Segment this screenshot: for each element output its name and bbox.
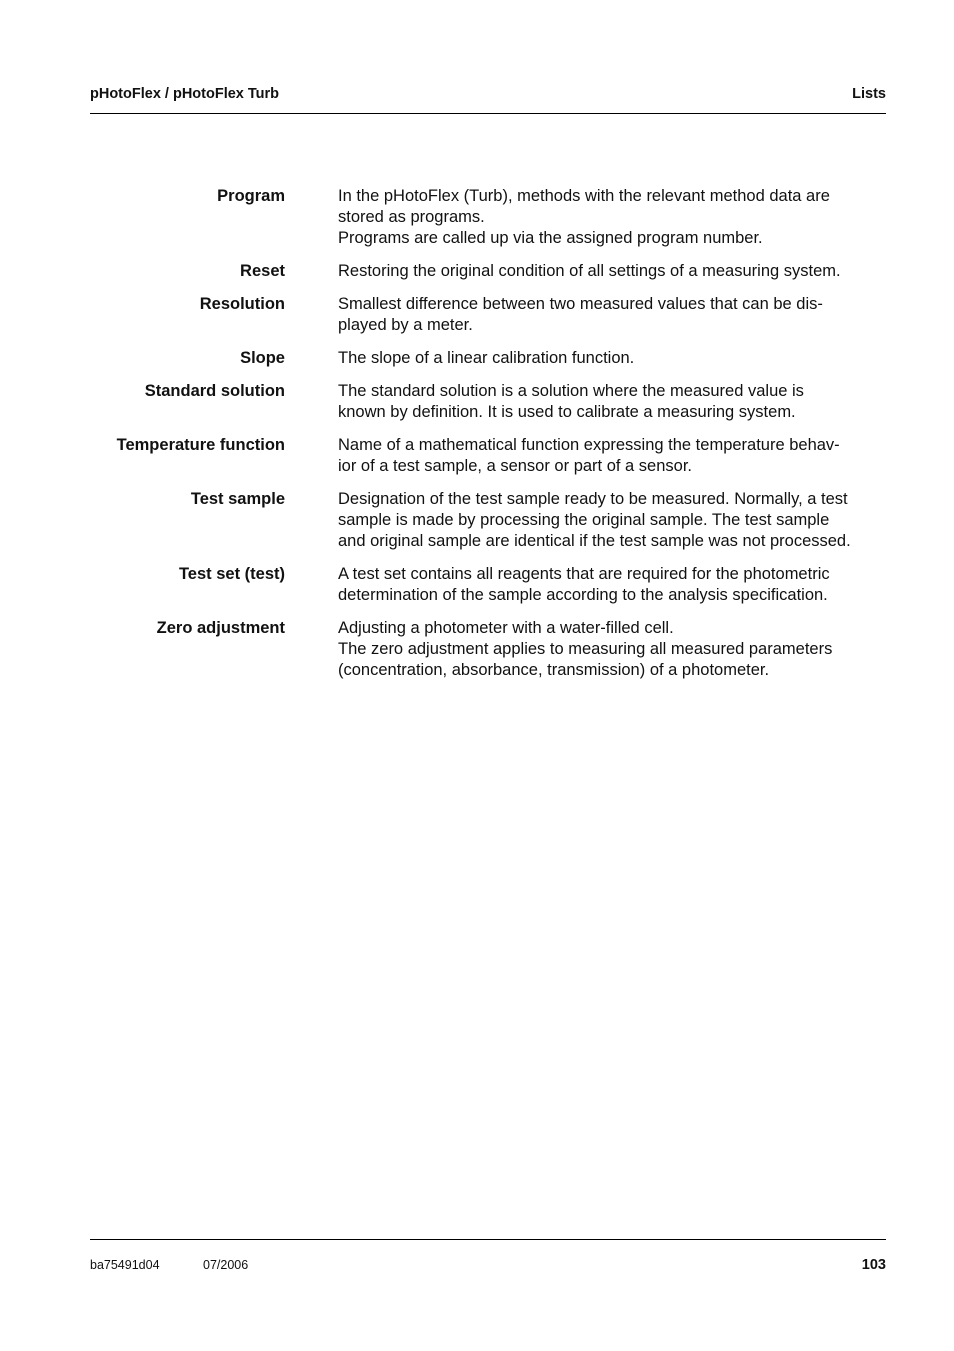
definition-line: Restoring the original condition of all settings of a measuring system.: [338, 262, 841, 280]
glossary-entry: [90, 381, 890, 423]
glossary-term: Temperature function: [116, 436, 285, 454]
glossary-definition: [338, 435, 888, 477]
definition-line: sample is made by processing the original sample. The test sample: [338, 511, 830, 529]
definition-line: and original sample are identical if the test sample was not processed.: [338, 532, 851, 550]
definition-line: ior of a test sample, a sensor or part of a sensor.: [338, 457, 693, 475]
glossary-term: Zero adjustment: [156, 619, 285, 637]
glossary-term: Resolution: [199, 295, 285, 313]
glossary-entry: [90, 564, 890, 606]
glossary-term: Test sample: [190, 490, 285, 508]
glossary-definition: [338, 618, 888, 681]
header-divider: [90, 113, 886, 114]
glossary-list: [90, 186, 890, 693]
glossary-entry: [90, 186, 890, 249]
definition-line: stored as programs.: [338, 208, 485, 226]
definition-line: The slope of a linear calibration function.: [338, 349, 635, 367]
glossary-entry: [90, 489, 890, 552]
glossary-definition: [338, 186, 888, 249]
glossary-definition: [338, 564, 888, 606]
definition-line: Name of a mathematical function expressing the temperature behav-: [338, 436, 840, 454]
glossary-entry: [90, 435, 890, 477]
footer-divider: [90, 1239, 886, 1240]
definition-line: Smallest difference between two measured values that can be dis-: [338, 295, 823, 313]
glossary-entry: [90, 294, 890, 336]
glossary-entry: [90, 618, 890, 681]
glossary-definition: [338, 261, 888, 282]
definition-line: Programs are called up via the assigned program number.: [338, 229, 763, 247]
definition-line: Designation of the test sample ready to be measured. Normally, a test: [338, 490, 848, 508]
glossary-term: Program: [217, 187, 285, 205]
header-title: pHotoFlex / pHotoFlex Turb: [90, 86, 280, 102]
glossary-entry: [90, 348, 890, 369]
glossary-definition: [338, 348, 888, 369]
footer-doc-number: ba75491d04: [90, 1258, 160, 1272]
footer-date: 07/2006: [203, 1258, 249, 1272]
glossary-definition: [338, 294, 888, 336]
definition-line: The zero adjustment applies to measuring all measured parameters: [338, 640, 833, 658]
definition-line: known by definition. It is used to calibrate a measuring system.: [338, 403, 796, 421]
glossary-term: Slope: [240, 349, 285, 367]
page-footer: [90, 1256, 886, 1278]
glossary-term: Reset: [240, 262, 285, 280]
definition-line: (concentration, absorbance, transmission) of a photometer.: [338, 661, 770, 679]
glossary-definition: [338, 489, 888, 552]
definition-line: determination of the sample according to the analysis specification.: [338, 586, 828, 604]
definition-line: The standard solution is a solution where the measured value is: [338, 382, 804, 400]
definition-line: Adjusting a photometer with a water-filled cell.: [338, 619, 674, 637]
glossary-term: Test set (test): [178, 565, 285, 583]
glossary-term: Standard solution: [144, 382, 285, 400]
page-header: [90, 86, 886, 106]
glossary-entry: [90, 261, 890, 282]
definition-line: played by a meter.: [338, 316, 473, 334]
definition-line: A test set contains all reagents that are required for the photometric: [338, 565, 830, 583]
header-section: Lists: [852, 86, 886, 102]
glossary-definition: [338, 381, 888, 423]
page-number: 103: [861, 1257, 886, 1273]
definition-line: In the pHotoFlex (Turb), methods with the relevant method data are: [338, 187, 830, 205]
